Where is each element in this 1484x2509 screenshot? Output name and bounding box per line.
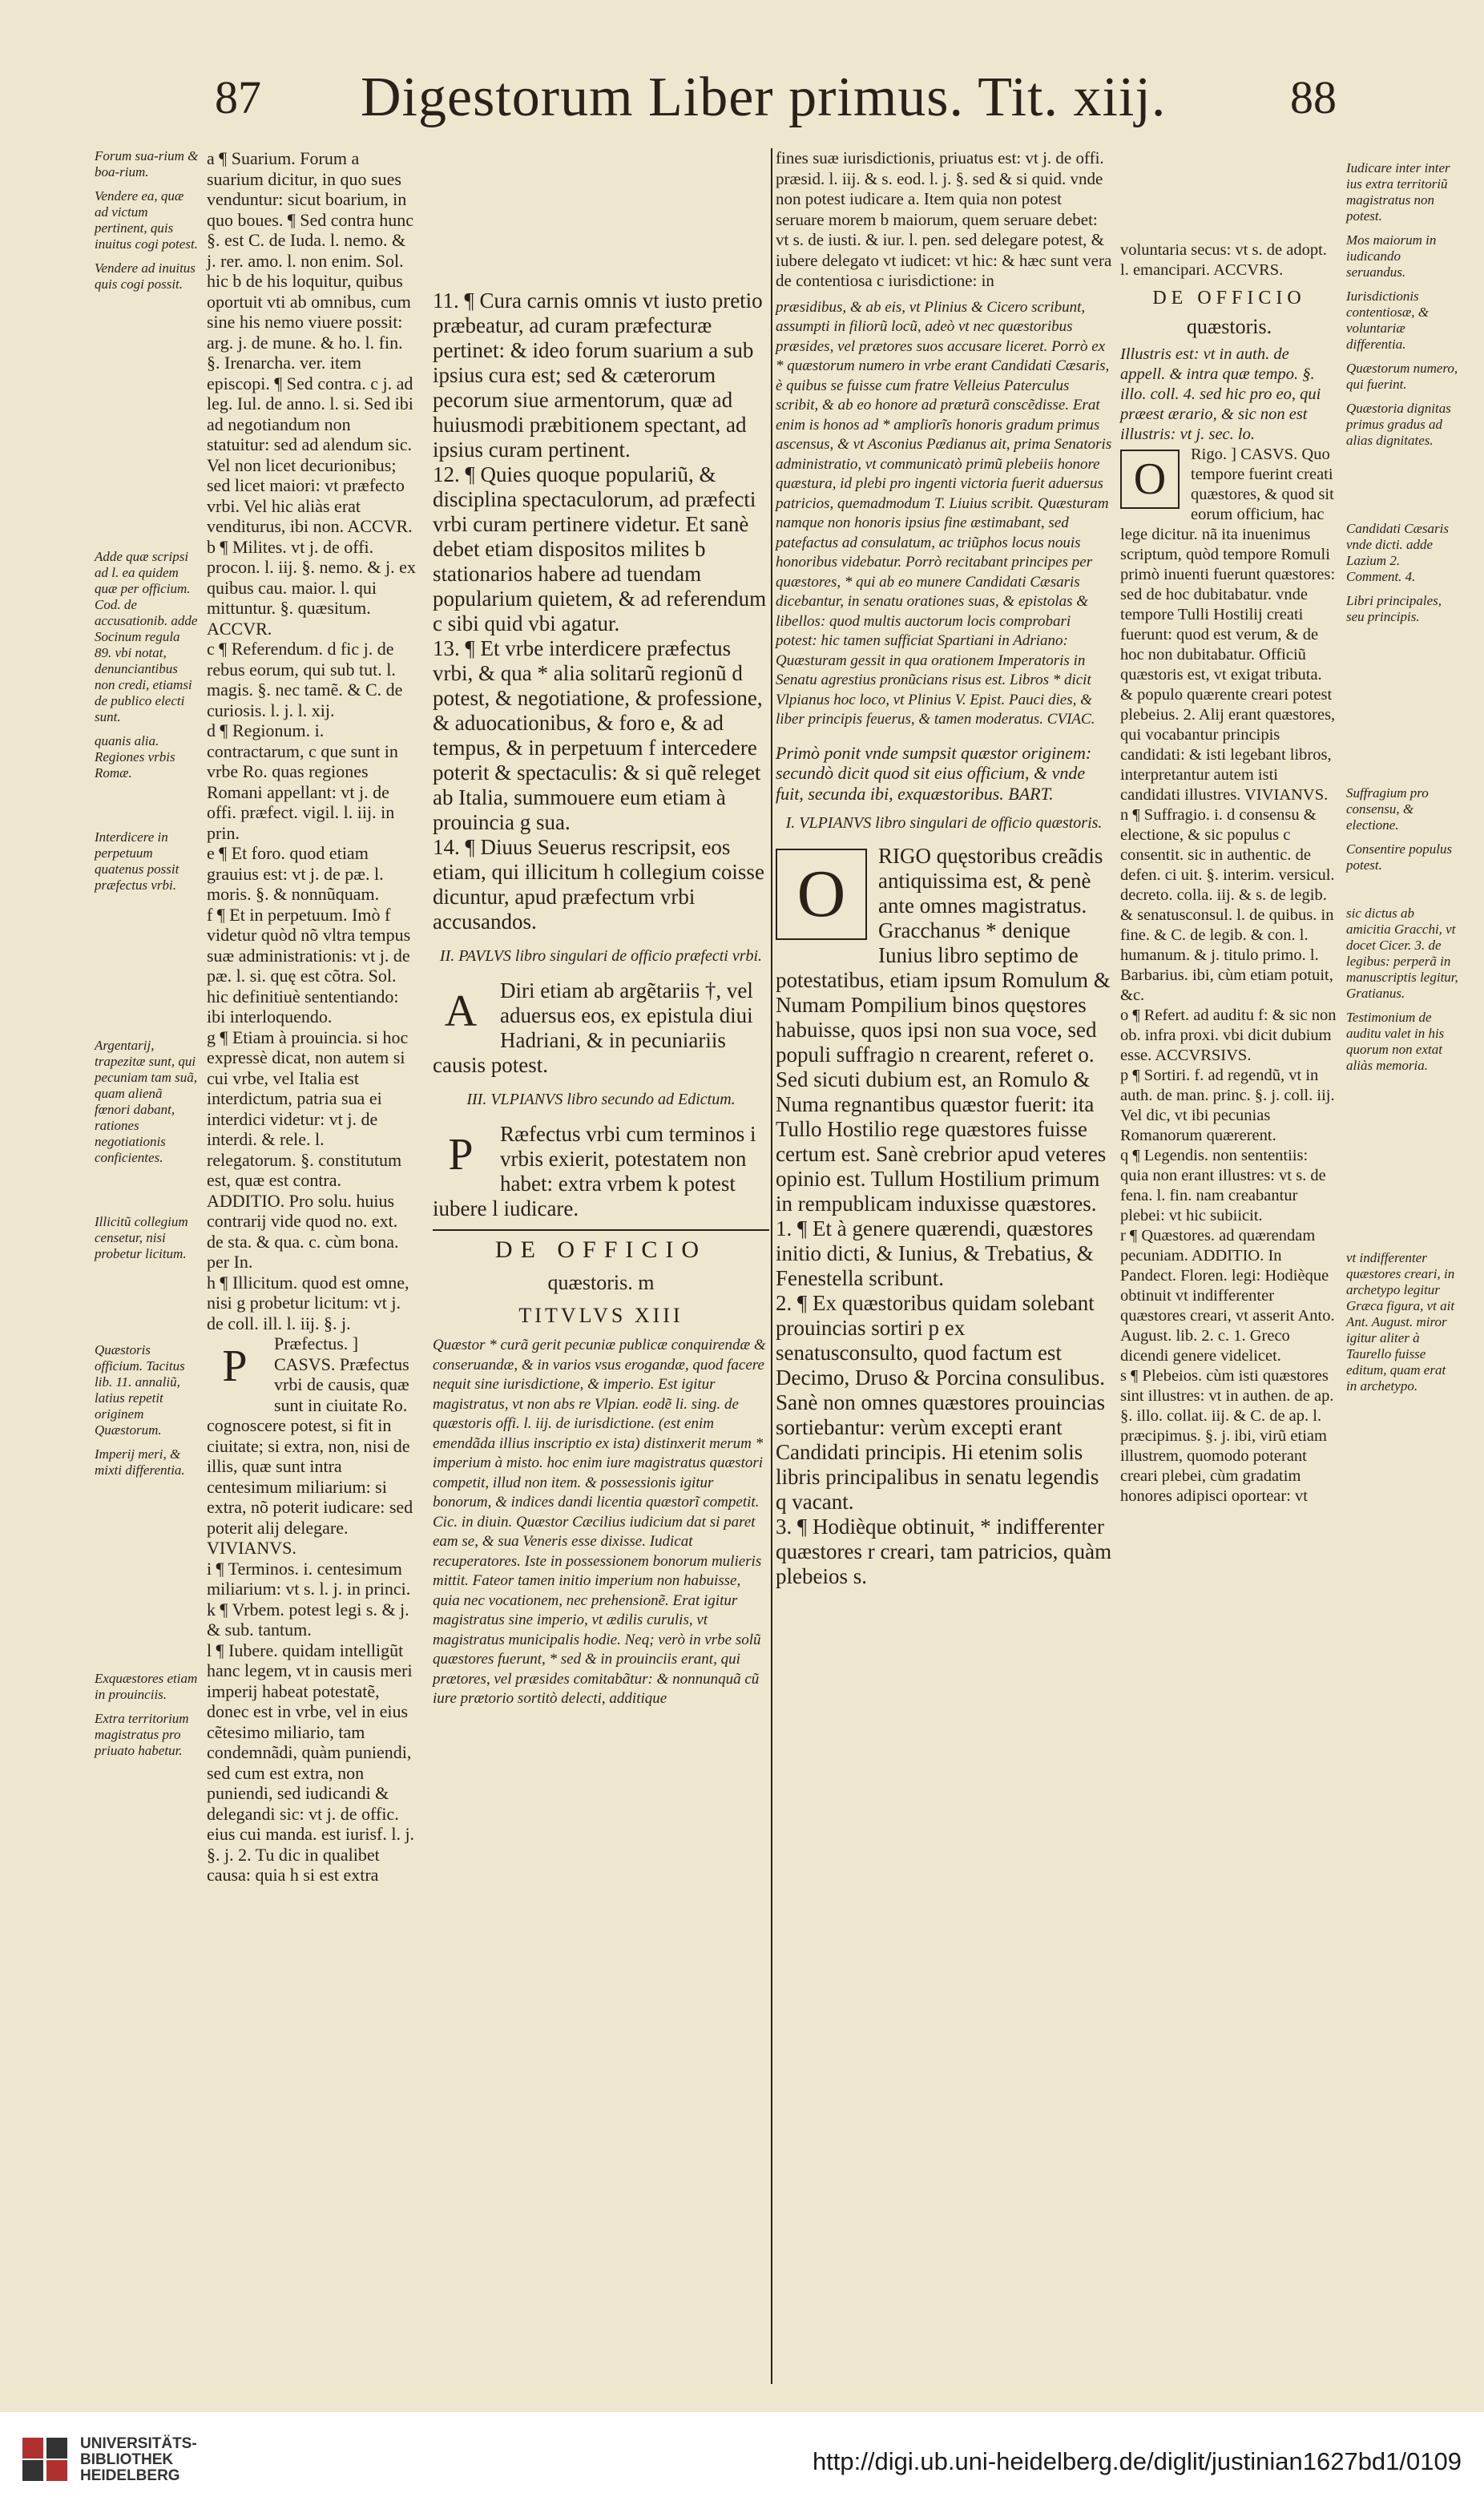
margin-note: Adde quæ scripsi ad l. ea quidem quæ per officium. Cod. de accusationib. adde Socinum regula 89. vbi notat, denunciantibus non credi, etiamsi de publico electi sunt. <box>95 549 198 724</box>
left-margin-notes <box>95 148 200 1767</box>
page-title: Digestorum Liber primus. Tit. xiij. <box>361 67 1167 128</box>
margin-note: sic dictus ab amicitia Gracchi, vt docet Cicer. 3. de legibus: perperã in manuscriptis legitur, Gratianus. <box>1346 906 1458 1001</box>
paragraph-1: 1. ¶ Et à genere quærendi, quæstores initio dicti, & Iunius, & Trebatius, & Fenestella scribunt. <box>776 1216 1094 1290</box>
margin-note: Iurisdictionis contentiosæ, & voluntariæ differentia. <box>1346 288 1429 352</box>
gloss-column-1 <box>207 148 417 1886</box>
gloss-i: i ¶ Terminos. i. centesimum miliarium: vt s. l. j. in princi. <box>207 1558 411 1599</box>
drop-capital: P <box>222 1341 248 1391</box>
cuiacius-gloss-cont: præsidibus, & ab eis, vt Plinius & Cicero scribunt, assumpti in filiorũ locũ, adeò vt nec quæstoribus præsides, vel prætores suos accusare liceret. Porrò ex * quæstorum numero in vrbe erant Candidati Cæsaris, è quibus se fuisse cum fratre Velleius Paterculus scribit, & ab eo honore ad præturã conscẽdisse. Erat enim is honos ad * ampliorĩs honoris gradum primus ascensus, & vt Asconius Pædianus ait, prima Senatoris administratio, vt communicatò primũ plebeiis honore quæstura, id plebi pro ingenti victoria fuerit aduersus patricios, quemadmodum T. Liuius scribit. Quæsturam namque non honoris ipsius fine æstimabant, sed patefactus ad consulatum, ac triũphos locus nouis honoribus videbatur. Porrò recitabant principes per quæstores, * qui ab eo munere Candidati Cæsaris dicebantur, in senatu orationes suas, & epistolas & libellos: quod multis auctorum locis comprobari potest: hic tamen sufficiat Spartiani in Adriano: Quæsturam gessit in qua orationem Imperatoris in Senatu agrestius pronũcians risus est. Libros * dicit Vlpianus hoc loco, vt Plinius V. Epist. Pauci dies, & liber principis feuerus, & tamen moderatus. CVIAC. <box>776 298 1112 728</box>
margin-note: Argentarij, trapezitæ sunt, qui pecuniam tam suã, quam alienã fœnori dabant, rationes negotiationis conficientes. <box>95 1038 197 1165</box>
section-subtitle: quæstoris. m <box>547 1271 655 1294</box>
library-name <box>80 2436 197 2484</box>
margin-note: Imperij meri, & mixti differentia. <box>95 1446 185 1478</box>
margin-note: Quæstoris officium. Tacitus lib. 11. annaliũ, latius repetit originem Quæstorum. <box>95 1342 185 1438</box>
lex-caption-1: I. VLPIANVS libro singulari de officio quæstoris. <box>785 814 1103 832</box>
margin-note: Iudicare inter inter ius extra territoriũ magistratus non potest. <box>1346 160 1450 224</box>
lex-1-block <box>776 844 1112 1589</box>
drop-capital: P <box>448 1130 474 1180</box>
paragraph-11: 11. ¶ Cura carnis omnis vt iusto pretio præbeatur, ad curam præfecturæ pertinet: & ideo forum suarium a sub ipsius cura est; sed & cæterorum pecorum siue armentorum, quæ ad huiusmodi præbitionem spectant, ad ipsius curam pertinent. <box>433 288 763 462</box>
section-title: DE OFFICIO <box>433 1229 769 1262</box>
gloss-n: n ¶ Suffragio. i. d consensu & electione, & sic populus c consentit. sic in authentic. de defen. ci uit. §. interim. versicul. decreto. colla. iij. & s. de legib. & senatusconsul. l. de quibus. in fine. & C. de legib. & con. l. humanum. & j. titulo primo. l. Barbarius. ibi, cùm etiam potuit, &c. <box>1120 806 1335 1004</box>
margin-note: Suffragium pro consensu, & electione. <box>1346 785 1429 833</box>
gloss-c: c ¶ Referendum. d fic j. de rebus eorum, qui sub tut. l. magis. §. nec tamẽ. & C. de curiosis. l. j. l. xij. <box>207 639 403 720</box>
lex-2-text: Diri etiam ab argẽtariis †, vel aduersus eos, ex epistula diui Hadriani, & in pecuniariis causis potest. <box>433 978 753 1077</box>
margin-note: Quæstorum numero, qui fuerint. <box>1346 361 1458 392</box>
library-name-line: HEIDELBERG <box>80 2467 180 2484</box>
column-rule <box>771 148 772 2384</box>
gloss-casus-text: Rigo. ] CASVS. Quo tempore fuerint creati quæstores, & quod sit eorum officium, hac lege dicitur. nã ita inuenimus scriptum, quòd tempore Romuli primò inuenti fuerunt quæstores: sed de hoc dubitabatur. vnde tempore Tulli Hostilij creati fuerunt: quod est verum, & de hoc non dubitabatur. Officiũ quæstoris est, vt exigat tributa. & populo quærente creari potest plebeius. 2. Alij erant quæstores, qui vocabantur principis candidati: & isti legebant libros, interpretantur autem isti candidati illustres. VIVIANVS. <box>1120 446 1336 804</box>
bartolus-summary: Primò ponit vnde sumpsit quæstor originem: secundò dicit quod sit eius officium, & vnde fuit, secunda ibi, exquæstoribus. BART. <box>776 742 1092 804</box>
paragraph-13: 13. ¶ Et vrbe interdicere præfectus vrbi, & qua * alia solitarũ regionũ d potest, & negotiatione, & professione, & aduocationibus, & foro e, & ad tempus, & in perpetuum f intercedere poterit & spectaculis: & si quẽ releget ab Italia, summouere eum etiam à prouincia g sua. <box>433 636 763 834</box>
permalink-url[interactable]: http://digi.ub.uni-heidelberg.de/diglit/justinian1627bd1/0109 <box>812 2447 1462 2475</box>
margin-note: Interdicere in perpetuum quatenus possit præfectus vrbi. <box>95 829 179 893</box>
lex-3 <box>433 1122 769 1221</box>
lex-1 <box>776 844 1112 1216</box>
gloss-f: f ¶ Et in perpetuum. Imò f videtur quòd nõ vltra tempus suæ administrationis: vt j. de pæ. l. si. quę est cõtra. Sol. hic definitiuè sententiando: ibi interloquendo. <box>207 904 411 1027</box>
margin-note: Testimonium de auditu valet in his quorum non extat aliàs memoria. <box>1346 1010 1445 1073</box>
gloss-intro: a ¶ Suarium. Forum a suarium dicitur, in quo sues venduntur: sicut boarium, in quo boues. ¶ Sed contra hunc §. est C. de Iuda. l. nemo. & j. rer. amo. l. non enim. Sol. hic b de his loquitur, quibus oportuit vti ab omnibus, cum sine his nemo viuere possit: arg. j. de mune. & ho. l. fin. §. Irenarcha. ver. item episcopi. ¶ Sed contra. c j. ad leg. Iul. de anno. l. si. Sed ibi ad negotiandum non statuitur: sed ad alendum sic. Vel non licet decurionibus; sed licet maiori: vt præfecto vrbi. Vel hic aliàs erat venditurus, ibi non. ACCVR. <box>207 148 414 536</box>
gloss-casus <box>1120 445 1338 805</box>
gloss-h: h ¶ Illicitum. quod est omne, nisi g probetur licitum: vt j. de coll. ill. l. iij. §. j. <box>207 1272 409 1333</box>
margin-note: Candidati Cæsaris vnde dicti. adde Lazium 2. Comment. 4. <box>1346 521 1450 584</box>
margin-note: Mos maiorum in iudicando seruandus. <box>1346 232 1437 280</box>
gloss-g: g ¶ Etiam à prouincia. si hoc expressè dicat, non autem si cui vrbe, vel Italia est interdictum, patria sua ei interdici videtur: vt j. de interdi. & rele. l. relegatorum. §. constitutum est, quæ est contra. ADDITIO. Pro solu. huius contrarij vide quod no. ext. de sta. & qua. c. cùm bona. per In. <box>207 1027 409 1272</box>
section-subtitle: quæstoris. <box>1186 315 1272 338</box>
main-text-column-right <box>776 148 1112 1589</box>
running-header <box>0 63 1484 143</box>
margin-note: Illicitũ collegium censetur, nisi probetur licitum. <box>95 1214 188 1261</box>
margin-note: quanis alia. Regiones vrbis Romæ. <box>95 733 175 781</box>
gloss-casus <box>207 1333 417 1559</box>
paragraph-3: 3. ¶ Hodièque obtinuit, * indifferenter quæstores r creari, tam patricios, quàm plebeios s. <box>776 1514 1112 1588</box>
section-title: DE OFFICIO <box>1152 288 1306 309</box>
gloss-m: Illustris est: vt in auth. de appell. & intra quæ tempo. §. illo. coll. 4. sed hic pro eo, qui præest ærario, & sic non est illustris: vt j. sec. lo. <box>1120 345 1321 443</box>
paragraph-12: 12. ¶ Quies quoque populariũ, & disciplina spectaculorum, ad præfecti vrbi curam pertinere videtur. Et sanè debet etiam dispositos milites b stationarios habere ad tuendam popularium quietem, & ad referendum c sibi quid vbi agatur. <box>433 462 767 635</box>
gloss-top: voluntaria secus: vt s. de adopt. l. emancipari. ACCVRS. <box>1120 241 1327 279</box>
paragraph-2: 2. ¶ Ex quæstoribus quidam solebant prouincias sortiri p ex senatusconsulto, quod factum est Decimo, Druso & Porcina consulibus. Sanè non omnes quæstores prouincias sortiebantur: verùm excepti erant Candidati principis. Hi etenim solis libris principalibus in senatu legendis q vacant. <box>776 1290 1105 1514</box>
library-name-line: UNIVERSITÄTS- <box>80 2435 197 2452</box>
paragraph-14: 14. ¶ Diuus Seuerus rescripsit, eos etiam, qui illicitum h collegium coisse dicuntur, apud præfectum vrbi accusandos. <box>433 835 764 934</box>
margin-note: vt indifferenter quæstores creari, in archetypo legitur Græca figura, vt ait Ant. August. miror igitur aliter à Taurello fuisse editum, quam erat in archetypo. <box>1346 1250 1455 1394</box>
drop-capital: A <box>444 986 478 1036</box>
gloss-b: b ¶ Milites. vt j. de offi. procon. l. iij. §. nemo. & j. ex quibus cau. maior. l. qui mittuntur. §. quæsitum. ACCVR. <box>207 536 416 639</box>
drop-capital-ornament: O <box>1120 450 1180 509</box>
gloss-k: k ¶ Vrbem. potest legi s. & j. & sub. tantum. <box>207 1599 409 1640</box>
main-text-column-left <box>433 288 769 1709</box>
gloss-o: o ¶ Refert. ad auditu f: & sic non ob. infra proxi. vbi dicit dubium esse. ACCVRSIVS. <box>1120 1006 1337 1064</box>
lex-3-text: Ræfectus vrbi cum terminos i vrbis exierit, potestatem non habet: extra vrbem k potest iubere l iudicare. <box>433 1122 756 1220</box>
page-number-left: 87 <box>215 71 261 123</box>
gloss-e: e ¶ Et foro. quod etiam grauius est: vt j. de pæ. l. moris. §. & nonnũquam. <box>207 843 384 904</box>
page-number-right: 88 <box>1290 71 1337 123</box>
lex-caption-2: II. PAVLVS libro singulari de officio præfecti vrbi. <box>439 947 763 965</box>
gloss-p: p ¶ Sortiri. f. ad regendũ, vt in auth. de man. princ. §. j. coll. iij. Vel dic, vt ibi pecunias Romanorum quærerent. <box>1120 1067 1335 1144</box>
margin-note: Libri principales, seu principis. <box>1346 593 1442 624</box>
university-library-logo-icon <box>21 2436 69 2483</box>
margin-note: Vendere ad inuitus quis cogi possit. <box>95 260 196 292</box>
margin-note: Consentire populus potest. <box>1346 841 1453 873</box>
lex-1-text: RIGO quęstoribus creãdis antiquissima est, & penè ante omnes magistratus. Gracchanus * denique Iunius libro septimo de potestatibus, etiam ipsum Romulum & Numam Pompilium binos quęstores habuisse, quos ipsi non sua voce, sed populi suffragio n crearent, referet o. Sed sicuti dubium est, an Romulo & Numa regnantibus quæstor fuerit: ita Tullo Hostilio rege quæstores fuisse certum est. Sanè crebrior apud veteres opinio est. Tullum Hostilium primum in rempublicam induxisse quæstores. <box>776 843 1111 1216</box>
margin-note: Exquæstores etiam in prouinciis. <box>95 1671 198 1702</box>
gloss-s: s ¶ Plebeios. cùm isti quæstores sint illustres: vt in authen. de ap. §. illo. collat. iij. & C. de ap. l. præcipimus. §. j. ibi, virũ etiam illustrem, quomodo poterant creari plebei, cùm gradatim honores adipisci oportear: vt <box>1120 1367 1334 1505</box>
drop-capital-ornament: O <box>776 849 867 940</box>
margin-note: Vendere ea, quæ ad victum pertinent, quis inuitus cogi potest. <box>95 188 198 252</box>
lex-caption-3: III. VLPIANVS libro secundo ad Edictum. <box>466 1091 736 1108</box>
gloss-column-4 <box>1120 240 1338 1507</box>
gloss-q: q ¶ Legendis. non sententiis: quia non erant illustres: vt s. de fena. l. fin. nam creabantur plebei: vt hic subiicit. <box>1120 1147 1326 1224</box>
gloss-d: d ¶ Regionum. i. contractarum, c que sunt in vrbe Ro. quas regiones Romani appellant: vt j. de offi. præfect. vigil. l. iij. in prin. <box>207 720 398 843</box>
lex-2 <box>433 978 769 1078</box>
footer-bar <box>0 2412 1484 2509</box>
margin-note: Quæstoria dignitas primus gradus ad alias dignitates. <box>1346 401 1451 448</box>
titulus-heading: TITVLVS XIII <box>518 1304 684 1327</box>
margin-note: Extra territorium magistratus pro priuato habetur. <box>95 1711 189 1758</box>
right-margin-notes <box>1346 160 1458 1402</box>
cuiacius-gloss: Quæstor * curã gerit pecuniæ publicæ conquirendæ & conseruandæ, & in varios vsus erogandæ, quod facere nequit sine iurisdictione, & imperio. Est igitur magistratus, vt non abs re Vlpian. eodẽ li. sing. de quæstoris offi. l. iij. de iurisdictione. (est enim emendãda illius inscriptio ex ista) distinxerit merum * imperium à misto. hoc enim iure magistratus quæstori competit, illud non item. & possessionis igitur bonorum, & indices dandi licentia quæstorĩ competit. Cic. in diuin. Quæstor Cæcilius iudicium dat si paret eam se, & sua Veneris esse dixisse. Iudicat recuperatores. Iste in possessionem bonorum mulieris mittit. Fateor tamen initio imperium non habuisse, quia nec vocationem, nec prehensionẽ. Erat igitur magistratus sine imperio, vt ædilis curulis, vt magistratus municipalis hodie. Neq; verò in vrbe solũ quæstores fuerunt, * sed & in prouinciis erant, qui prætores, vel præsides comitabãtur: & nonnunquã cũ iure prætorio sortitò delecti, additique <box>433 1337 766 1707</box>
library-name-line: BIBLIOTHEK <box>80 2451 174 2468</box>
gloss-top: fines suæ iurisdictionis, priuatus est: vt j. de offi. præsid. l. iij. & s. eod. l. j. §. sed & si quid. vnde non potest iudicare a. Item quia non potest seruare morem b maiorum, quem seruare debet: vt s. de iusti. & iur. l. pen. sed delegare potest, & iubere delegato vt iudicet: vt hic: & hæc sunt vera de contentiosa c iurisdictione: in <box>776 148 1112 290</box>
gloss-l: l ¶ Iubere. quidam intelligũt hanc legem, vt in causis meri imperij habeat potestatẽ, donec est in vrbe, vel in eius cẽtesimo miliario, tam condemnãdi, quàm puniendi, sed cum est extra, non puniendi, sed iudicandi & delegandi sic: vt j. de offic. eius cui manda. est iurisf. l. j. §. j. 2. Tu dic in qualibet causa: quia h si est extra <box>207 1640 415 1885</box>
margin-note: Forum sua-rium & boa-rium. <box>95 148 199 180</box>
gloss-r: r ¶ Quæstores. ad quærendam pecuniam. ADDITIO. In Pandect. Floren. legi: Hodièque obtinuit vt indifferenter quæstores creari, vt asserit Anto. August. lib. 2. c. 1. Greco dicendi genere videlicet. <box>1120 1227 1335 1365</box>
gloss-casus-text: Præfectus. ] CASVS. Præfectus vrbi de causis, quæ sunt in ciuitate Ro. cognoscere potest, si fit in ciuitate; si extra, non, nisi de illis, quæ sunt intra centesimum miliarium: si extra, nõ poterit iudicare: sed poterit alij delegare. VIVIANVS. <box>207 1333 413 1558</box>
